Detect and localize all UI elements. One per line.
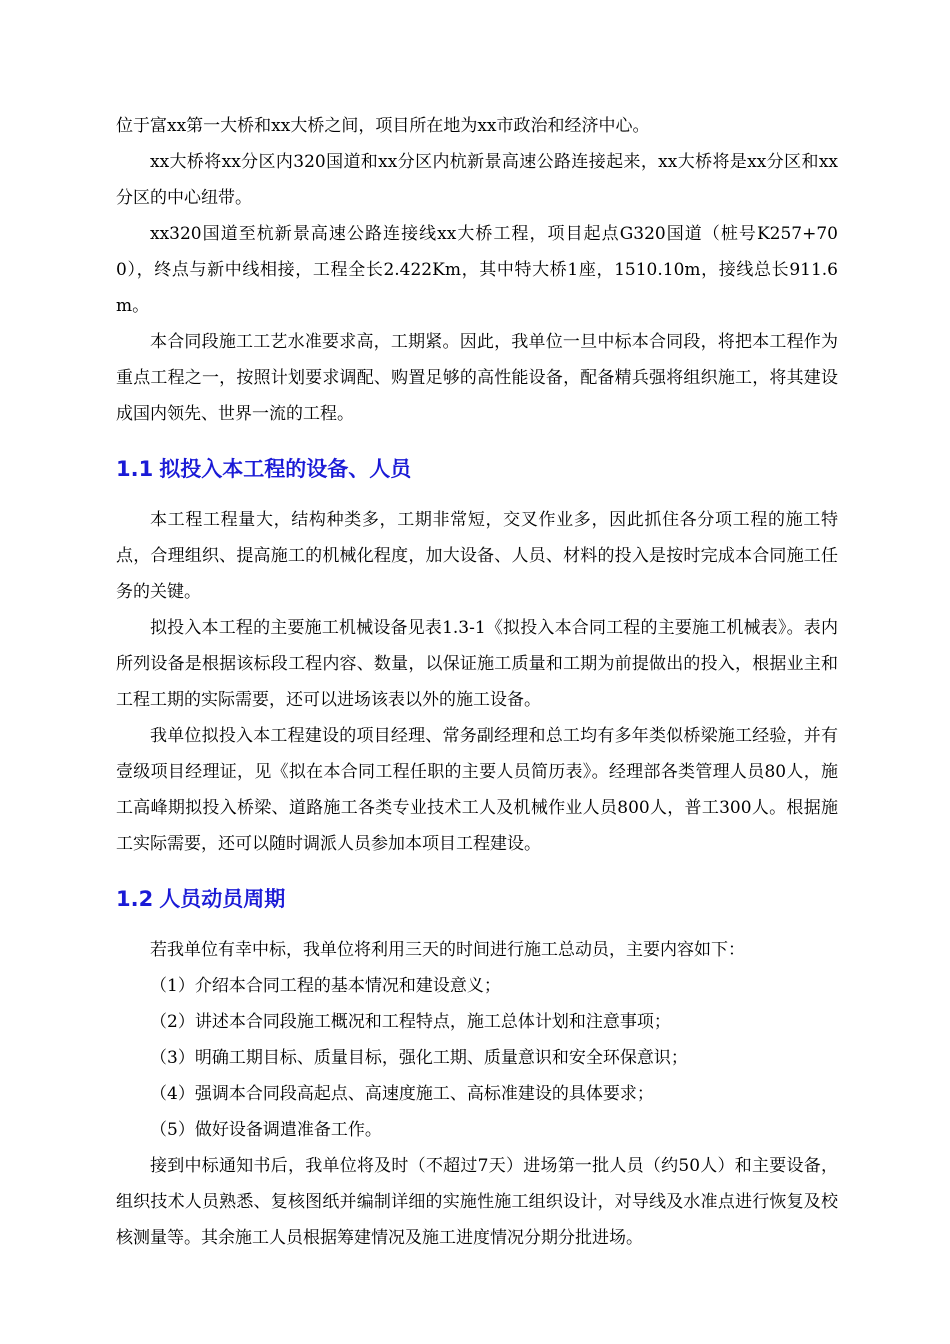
document-page [116, 108, 838, 1256]
intro-paragraph-1: 位于富xx第一大桥和xx大桥之间，项目所在地为xx市政治和经济中心。 [116, 116, 650, 136]
section-title: 人员动员周期 [159, 887, 286, 911]
list-item: （3）明确工期目标、质量目标，强化工期、质量意识和安全环保意识； [150, 1048, 688, 1068]
list-item: （2）讲述本合同段施工概况和工程特点，施工总体计划和注意事项； [150, 1012, 671, 1032]
section1-paragraph-1: 本工程工程量大，结构种类多，工期非常短，交叉作业多，因此抓住各分项工程的施工特点，合理组织、提高施工的机械化程度，加大设备、人员、材料的投入是按时完成本合同施工任务的关键。 [116, 510, 838, 602]
section1-paragraph-3: 我单位拟投入本工程建设的项目经理、常务副经理和总工均有多年类似桥梁施工经验，并有壹级项目经理证，见《拟在本合同工程任职的主要人员简历表》。经理部各类管理人员80人，施工高峰期拟投入桥梁、道路施工各类专业技术工人及机械作业人员800人，普工300人。根据施工实际需要，还可以随时调派人员参加本项目工程建设。 [116, 726, 838, 854]
section-heading-1-2 [116, 884, 838, 914]
section-title: 拟投入本工程的设备、人员 [159, 457, 412, 481]
section-heading-1-1 [116, 454, 838, 484]
section2-intro: 若我单位有幸中标，我单位将利用三天的时间进行施工总动员，主要内容如下： [150, 940, 745, 960]
intro-paragraph-3: xx320国道至杭新景高速公路连接线xx大桥工程，项目起点G320国道（桩号K257+700），终点与新中线相接，工程全长2.422Km，其中特大桥1座，1510.10m，接线总长911.6m。 [116, 224, 838, 316]
intro-paragraph-4: 本合同段施工工艺水准要求高，工期紧。因此，我单位一旦中标本合同段，将把本工程作为重点工程之一，按照计划要求调配、购置足够的高性能设备，配备精兵强将组织施工，将其建设成国内领先、世界一流的工程。 [116, 332, 838, 424]
list-item: （1）介绍本合同工程的基本情况和建设意义； [150, 976, 501, 996]
section-number: 1.2 [116, 887, 154, 911]
intro-paragraph-2: xx大桥将xx分区内320国道和xx分区内杭新景高速公路连接起来，xx大桥将是xx分区和xx分区的中心纽带。 [116, 152, 838, 208]
list-item: （5）做好设备调遣准备工作。 [150, 1120, 382, 1140]
section-number: 1.1 [116, 457, 154, 481]
section2-closing: 接到中标通知书后，我单位将及时（不超过7天）进场第一批人员（约50人）和主要设备，组织技术人员熟悉、复核图纸并编制详细的实施性施工组织设计，对导线及水准点进行恢复及校核测量等。其余施工人员根据筹建情况及施工进度情况分期分批进场。 [116, 1156, 838, 1248]
section1-paragraph-2: 拟投入本工程的主要施工机械设备见表1.3-1《拟投入本合同工程的主要施工机械表》。表内所列设备是根据该标段工程内容、数量，以保证施工质量和工期为前提做出的投入，根据业主和工程工期的实际需要，还可以进场该表以外的施工设备。 [116, 618, 838, 710]
list-item: （4）强调本合同段高起点、高速度施工、高标准建设的具体要求； [150, 1084, 654, 1104]
